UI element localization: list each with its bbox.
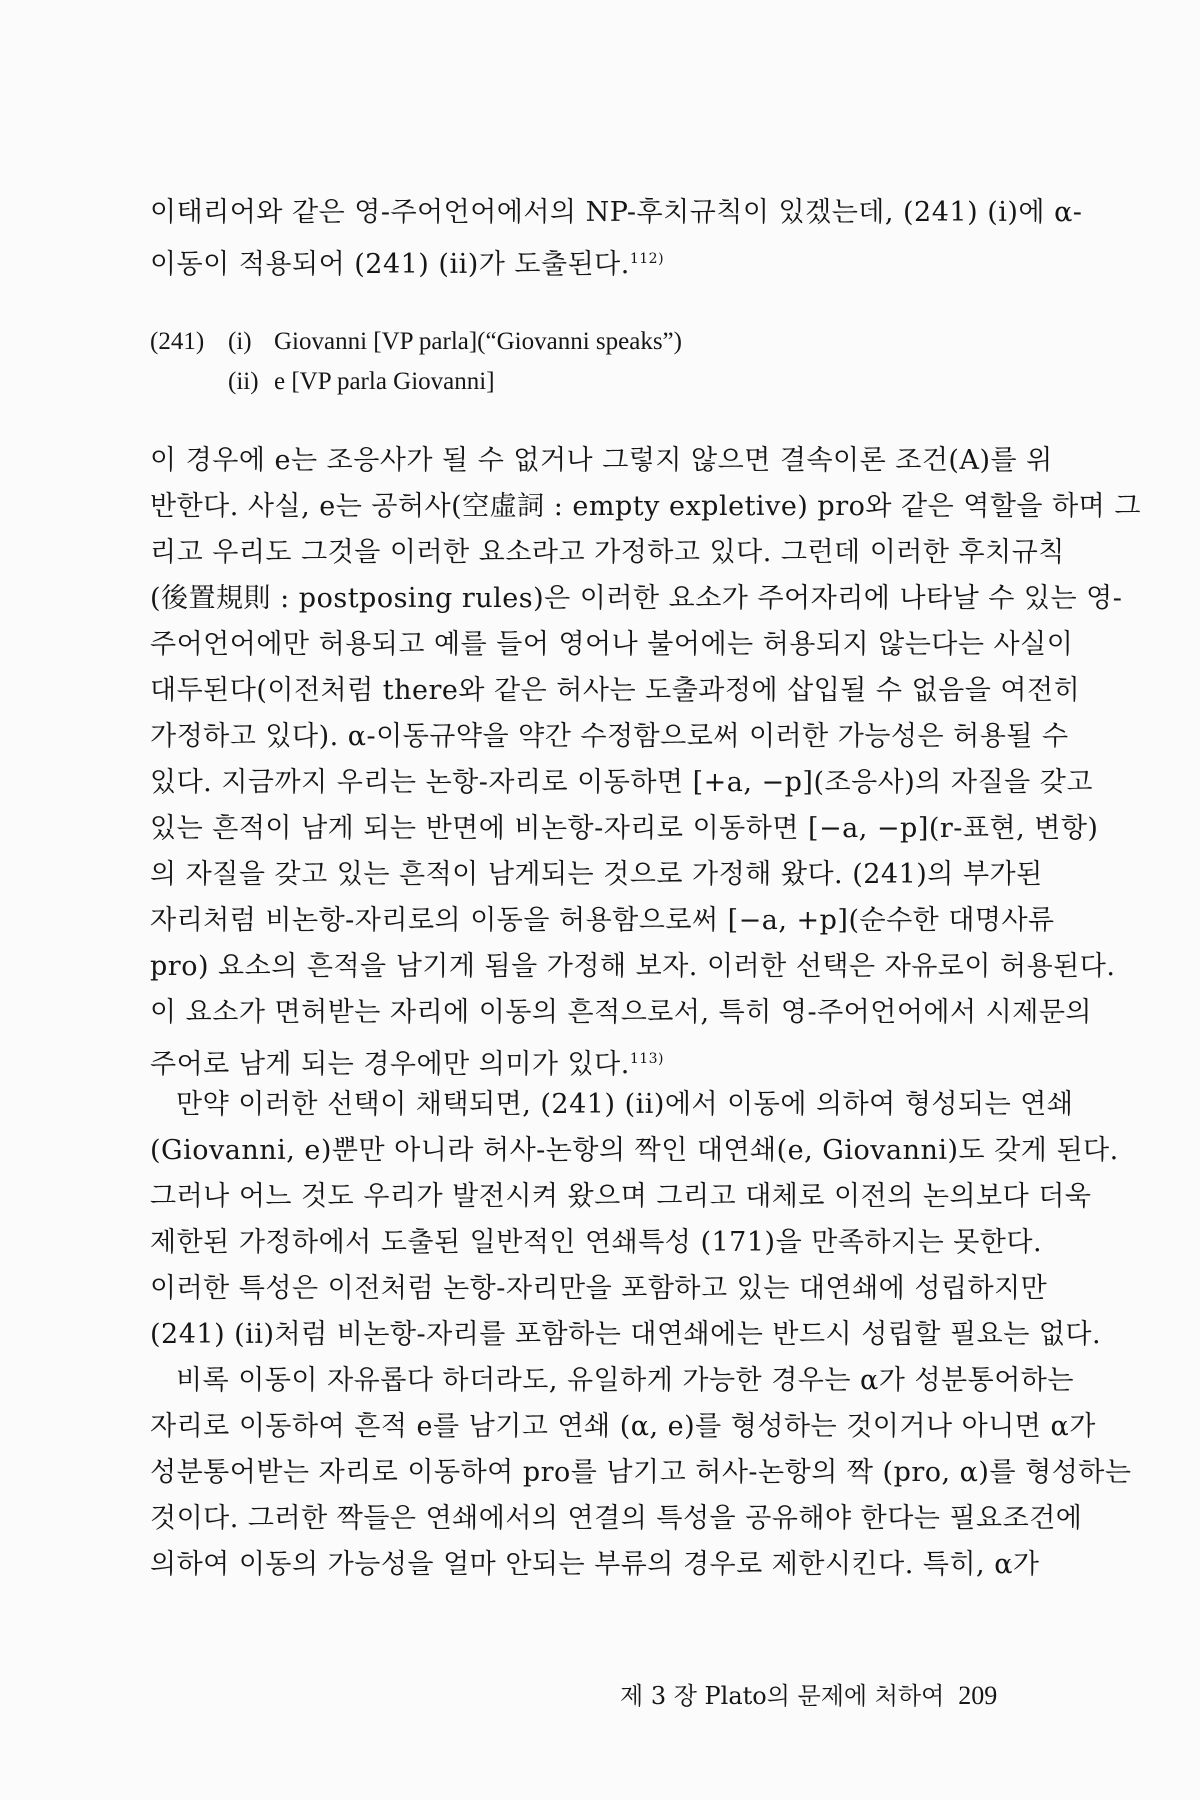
text-line: 있는 흔적이 남게 되는 반면에 비논항-자리로 이동하면 [−a, −p](r-표현, 변항) (150, 813, 1099, 844)
footnote-marker: 113) (629, 1051, 664, 1067)
text-line: (後置規則 : postposing rules)은 이러한 요소가 주어자리에 나타날 수 있는 영- (150, 583, 1123, 614)
example-sub-label: (i) (228, 328, 252, 355)
running-footer-chapter: 제 3 장 Plato의 문제에 처하여 (620, 1682, 945, 1710)
text-line: (241) (ii)처럼 비논항-자리를 포함하는 대연쇄에는 반드시 성립할 필요는 없다. (150, 1319, 1102, 1350)
paragraph-2 (150, 1082, 1119, 1358)
text-line: 그러나 어느 것도 우리가 발전시켜 왔으며 그리고 대체로 이전의 논의보다 더욱 (150, 1181, 1092, 1212)
text-span: 주어로 남게 되는 경우에만 의미가 있다. (150, 1049, 630, 1080)
example-sub-label: (ii) (228, 368, 259, 395)
text-line: 자리처럼 비논항-자리로의 이동을 허용함으로써 [−a, +p](순수한 대명사류 (150, 905, 1055, 936)
text-line (150, 236, 1060, 282)
example-number: (241) (150, 328, 205, 355)
example-text: e [VP parla Giovanni] (274, 368, 495, 395)
page-footer (620, 1676, 997, 1711)
text-line: 만약 이러한 선택이 채택되면, (241) (ii)에서 이동에 의하여 형성되는 연쇄 (176, 1089, 1074, 1120)
text-line: 의하여 이동의 가능성을 얼마 안되는 부류의 경우로 제한시킨다. 특히, α가 (150, 1549, 1040, 1580)
example-text: Giovanni [VP parla](“Giovanni speaks”) (274, 328, 682, 355)
text-line (150, 1036, 1060, 1082)
example-block (150, 322, 1060, 402)
text-line: 이러한 특성은 이전처럼 논항-자리만을 포함하고 있는 대연쇄에 성립하지만 (150, 1273, 1048, 1304)
paragraph-1 (150, 438, 1141, 1082)
text-line: 반한다. 사실, e는 공허사(空虛詞 : empty expletive) pro와 같은 역할을 하며 그 (150, 491, 1141, 522)
text-line: 비록 이동이 자유롭다 하더라도, 유일하게 가능한 경우는 α가 성분통어하는 (176, 1365, 1074, 1396)
text-line: pro) 요소의 흔적을 남기게 됨을 가정해 보자. 이러한 선택은 자유로이 허용된다. (150, 951, 1116, 982)
text-line: 것이다. 그러한 짝들은 연쇄에서의 연결의 특성을 공유해야 한다는 필요조건에 (150, 1503, 1083, 1534)
footnote-marker: 112) (629, 251, 665, 267)
text-line: 이 요소가 면허받는 자리에 이동의 흔적으로서, 특히 영-주어언어에서 시제문의 (150, 997, 1092, 1028)
text-line: 성분통어받는 자리로 이동하여 pro를 남기고 허사-논항의 짝 (pro, α)를 형성하는 (150, 1457, 1132, 1488)
paragraph-3 (150, 1358, 1132, 1588)
text-line: 대두된다(이전처럼 there와 같은 허사는 도출과정에 삽입될 수 없음을 여전히 (150, 675, 1081, 706)
text-line: 의 자질을 갖고 있는 흔적이 남게되는 것으로 가정해 왔다. (241)의 부가된 (150, 859, 1043, 890)
text-line: 이 경우에 e는 조응사가 될 수 없거나 그렇지 않으면 결속이론 조건(A)를 위 (150, 445, 1053, 476)
text-line: 이태리어와 같은 영-주어언어에서의 NP-후치규칙이 있겠는데, (241) (i)에 α- (150, 197, 1083, 228)
page-body (150, 190, 1141, 1588)
text-line: 리고 우리도 그것을 이러한 요소라고 가정하고 있다. 그런데 이러한 후치규칙 (150, 537, 1065, 568)
text-line: 있다. 지금까지 우리는 논항-자리로 이동하면 [+a, −p](조응사)의 자질을 갖고 (150, 767, 1093, 798)
example-line (150, 362, 1060, 402)
intro-paragraph (150, 190, 1083, 282)
example-line (150, 322, 1060, 362)
text-span: 이동이 적용되어 (241) (ii)가 도출된다. (150, 249, 630, 280)
text-line: 주어언어에만 허용되고 예를 들어 영어나 불어에는 허용되지 않는다는 사실이 (150, 629, 1074, 660)
page-number: 209 (958, 1681, 998, 1710)
text-line: 가정하고 있다). α-이동규약을 약간 수정함으로써 이러한 가능성은 허용될 수 (150, 721, 1069, 752)
text-line: (Giovanni, e)뿐만 아니라 허사-논항의 짝인 대연쇄(e, Giovanni)도 갖게 된다. (150, 1135, 1119, 1166)
text-line: 자리로 이동하여 흔적 e를 남기고 연쇄 (α, e)를 형성하는 것이거나 아니면 α가 (150, 1411, 1096, 1442)
text-line: 제한된 가정하에서 도출된 일반적인 연쇄특성 (171)을 만족하지는 못한다. (150, 1227, 1043, 1258)
